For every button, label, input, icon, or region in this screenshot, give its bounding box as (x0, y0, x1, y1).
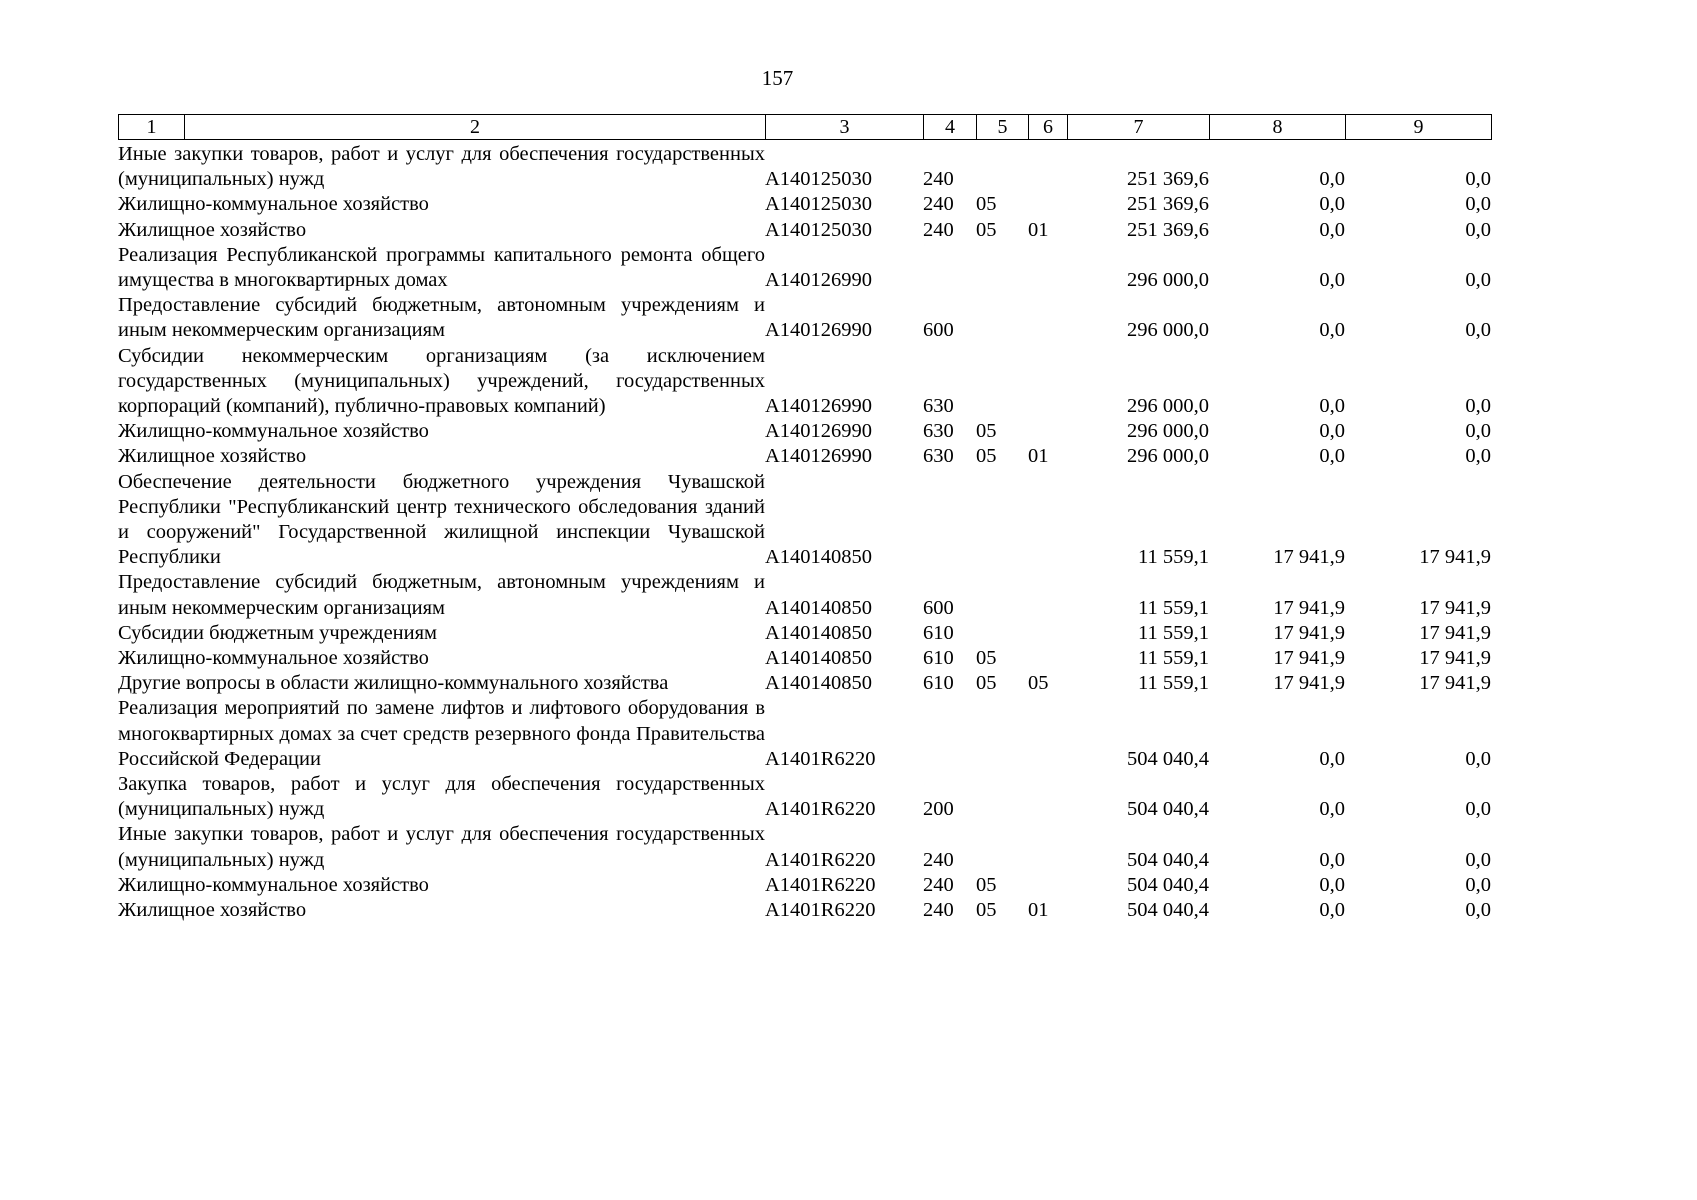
row-subsection: 01 (1028, 899, 1049, 922)
table-row (118, 671, 1491, 696)
row-name: Другие вопросы в области жилищно-коммунального хозяйства (118, 672, 669, 695)
row-amount-year-1: 11 559,1 (1138, 672, 1209, 695)
table-row (118, 444, 1491, 469)
row-amount-year-1: 504 040,4 (1127, 899, 1209, 922)
row-amount-year-1: 251 369,6 (1127, 193, 1209, 216)
row-subsection (1028, 470, 1067, 571)
row-section: 05 (976, 193, 997, 216)
column-header-7: 7 (1068, 115, 1210, 140)
row-section: 05 (976, 899, 997, 922)
row-expense-type: 240 (923, 218, 954, 241)
row-amount-year-2: 0,0 (1319, 899, 1345, 922)
row-name: Субсидии бюджетным учреждениям (118, 621, 438, 644)
row-target-code: А1401R6220 (765, 873, 876, 896)
row-amount-year-3: 17 941,9 (1419, 672, 1491, 695)
row-amount-year-2: 0,0 (1319, 848, 1345, 871)
row-section: 05 (976, 672, 997, 695)
row-amount-year-3: 0,0 (1465, 747, 1491, 770)
row-target-code: А1401R6220 (765, 798, 876, 821)
row-expense-type: 600 (923, 319, 954, 342)
row-subsection (1028, 696, 1067, 772)
row-amount-year-1: 11 559,1 (1138, 596, 1209, 619)
row-amount-year-1: 251 369,6 (1127, 218, 1209, 241)
row-amount-year-1: 504 040,4 (1127, 848, 1209, 871)
table-row (118, 142, 1491, 192)
row-subsection (1028, 621, 1067, 646)
row-amount-year-3: 0,0 (1465, 269, 1491, 292)
row-name: Обеспечение деятельности бюджетного учреждения Чувашской Республики "Республиканский центр технического обследования зданий и сооружений" Государственной жилищной инспекции Чувашской Республики (118, 470, 765, 569)
row-target-code: А140126990 (765, 445, 873, 468)
row-amount-year-3: 17 941,9 (1419, 596, 1491, 619)
row-name: Жилищное хозяйство (118, 899, 307, 922)
row-target-code: А140126990 (765, 319, 873, 342)
row-expense-type (923, 243, 976, 293)
row-expense-type: 200 (923, 798, 954, 821)
row-section (976, 621, 1028, 646)
row-subsection (1028, 344, 1067, 420)
column-header-9: 9 (1346, 115, 1492, 140)
row-target-code: А140125030 (765, 193, 873, 216)
row-subsection (1028, 243, 1067, 293)
row-target-code: А140140850 (765, 621, 873, 644)
row-amount-year-3: 17 941,9 (1419, 647, 1491, 670)
column-header-4: 4 (924, 115, 977, 140)
row-amount-year-2: 17 941,9 (1273, 647, 1345, 670)
row-amount-year-1: 296 000,0 (1127, 445, 1209, 468)
row-expense-type: 610 (923, 672, 954, 695)
row-subsection (1028, 419, 1067, 444)
row-name: Жилищно-коммунальное хозяйство (118, 420, 429, 443)
row-amount-year-3: 0,0 (1465, 445, 1491, 468)
column-header-8: 8 (1210, 115, 1346, 140)
row-name: Жилищно-коммунальное хозяйство (118, 647, 429, 670)
row-subsection (1028, 142, 1067, 192)
table-row (118, 696, 1491, 772)
row-amount-year-3: 0,0 (1465, 420, 1491, 443)
row-section: 05 (976, 218, 997, 241)
row-amount-year-1: 296 000,0 (1127, 395, 1209, 418)
row-amount-year-3: 0,0 (1465, 798, 1491, 821)
row-subsection (1028, 293, 1067, 343)
row-section: 05 (976, 445, 997, 468)
row-amount-year-2: 0,0 (1319, 168, 1345, 191)
row-amount-year-2: 0,0 (1319, 445, 1345, 468)
row-section (976, 344, 1028, 420)
row-amount-year-2: 0,0 (1319, 319, 1345, 342)
row-amount-year-3: 17 941,9 (1419, 621, 1491, 644)
row-expense-type: 630 (923, 395, 954, 418)
column-header-5: 5 (977, 115, 1029, 140)
row-amount-year-3: 0,0 (1465, 218, 1491, 241)
row-name: Иные закупки товаров, работ и услуг для обеспечения государственных (муниципальных) нужд (118, 143, 765, 191)
table-row (118, 419, 1491, 444)
row-expense-type: 240 (923, 899, 954, 922)
row-amount-year-2: 0,0 (1319, 873, 1345, 896)
page-number: 157 (761, 66, 794, 90)
row-amount-year-1: 504 040,4 (1127, 798, 1209, 821)
row-expense-type: 630 (923, 445, 954, 468)
row-subsection (1028, 192, 1067, 217)
row-amount-year-3: 0,0 (1465, 319, 1491, 342)
row-amount-year-3: 0,0 (1465, 899, 1491, 922)
column-header-2: 2 (185, 115, 766, 140)
row-amount-year-2: 17 941,9 (1273, 596, 1345, 619)
row-subsection (1028, 772, 1067, 822)
row-amount-year-2: 0,0 (1319, 269, 1345, 292)
row-section (976, 293, 1028, 343)
row-name: Субсидии некоммерческим организациям (за исключением государственных (муниципальных) учреждений, государственных корпораций (компаний), публично-правовых компаний) (118, 344, 765, 418)
row-target-code: А140140850 (765, 672, 873, 695)
row-amount-year-3: 0,0 (1465, 848, 1491, 871)
row-subsection (1028, 822, 1067, 872)
row-section (976, 243, 1028, 293)
row-amount-year-2: 17 941,9 (1273, 546, 1345, 569)
row-name: Закупка товаров, работ и услуг для обеспечения государственных (муниципальных) нужд (118, 773, 765, 821)
row-subsection (1028, 646, 1067, 671)
row-amount-year-3: 0,0 (1465, 168, 1491, 191)
row-amount-year-2: 0,0 (1319, 747, 1345, 770)
row-section (976, 142, 1028, 192)
row-amount-year-1: 296 000,0 (1127, 319, 1209, 342)
row-subsection: 01 (1028, 218, 1049, 241)
table-row (118, 822, 1491, 872)
row-name: Иные закупки товаров, работ и услуг для обеспечения государственных (муниципальных) нужд (118, 823, 765, 871)
row-target-code: А1401R6220 (765, 899, 876, 922)
row-subsection (1028, 570, 1067, 620)
row-amount-year-2: 0,0 (1319, 193, 1345, 216)
row-name: Предоставление субсидий бюджетным, автономным учреждениям и иным некоммерческим организациям (118, 571, 765, 619)
row-expense-type: 240 (923, 873, 954, 896)
row-section: 05 (976, 873, 997, 896)
row-section (976, 570, 1028, 620)
table-body (118, 142, 1491, 923)
row-expense-type: 600 (923, 596, 954, 619)
row-target-code: А140126990 (765, 420, 873, 443)
table-row (118, 898, 1491, 923)
table-row (118, 873, 1491, 898)
row-section (976, 772, 1028, 822)
row-name: Жилищное хозяйство (118, 445, 307, 468)
row-amount-year-1: 504 040,4 (1127, 873, 1209, 896)
row-amount-year-2: 0,0 (1319, 218, 1345, 241)
row-expense-type: 240 (923, 193, 954, 216)
row-section (976, 696, 1028, 772)
row-amount-year-1: 11 559,1 (1138, 647, 1209, 670)
table-row (118, 243, 1491, 293)
row-amount-year-2: 17 941,9 (1273, 672, 1345, 695)
row-name: Предоставление субсидий бюджетным, автономным учреждениям и иным некоммерческим организациям (118, 294, 765, 342)
row-expense-type: 610 (923, 647, 954, 670)
row-amount-year-3: 17 941,9 (1419, 546, 1491, 569)
column-header-6: 6 (1029, 115, 1068, 140)
column-header-row (118, 114, 1492, 140)
table-row (118, 344, 1491, 420)
row-amount-year-1: 11 559,1 (1138, 546, 1209, 569)
row-section: 05 (976, 647, 997, 670)
row-name: Реализация Республиканской программы капитального ремонта общего имущества в многоквартирных домах (118, 243, 765, 292)
row-name: Жилищное хозяйство (118, 218, 307, 241)
row-target-code: А1401R6220 (765, 848, 876, 871)
row-expense-type: 610 (923, 621, 954, 644)
row-expense-type (923, 696, 976, 772)
row-subsection (1028, 873, 1067, 898)
column-header-3: 3 (766, 115, 924, 140)
row-expense-type (923, 470, 976, 571)
row-section: 05 (976, 420, 997, 443)
row-amount-year-2: 17 941,9 (1273, 621, 1345, 644)
table-row (118, 621, 1491, 646)
table-row (118, 470, 1491, 571)
row-target-code: А140125030 (765, 168, 873, 191)
row-name: Реализация мероприятий по замене лифтов и лифтового оборудования в многоквартирных домах за счет средств резервного фонда Правительства Российской Федерации (118, 697, 765, 770)
row-target-code: А1401R6220 (765, 747, 876, 770)
row-amount-year-1: 251 369,6 (1127, 168, 1209, 191)
row-amount-year-3: 0,0 (1465, 395, 1491, 418)
row-target-code: А140140850 (765, 596, 873, 619)
row-expense-type: 240 (923, 848, 954, 871)
column-header-1: 1 (119, 115, 185, 140)
row-target-code: А140140850 (765, 647, 873, 670)
row-amount-year-1: 296 000,0 (1127, 269, 1209, 292)
budget-table (118, 142, 1491, 923)
row-name: Жилищно-коммунальное хозяйство (118, 193, 429, 216)
row-target-code: А140126990 (765, 395, 873, 418)
row-subsection: 01 (1028, 445, 1049, 468)
row-name: Жилищно-коммунальное хозяйство (118, 873, 429, 896)
row-amount-year-3: 0,0 (1465, 873, 1491, 896)
row-amount-year-1: 296 000,0 (1127, 420, 1209, 443)
table-row (118, 192, 1491, 217)
row-amount-year-3: 0,0 (1465, 193, 1491, 216)
row-section (976, 470, 1028, 571)
row-amount-year-2: 0,0 (1319, 420, 1345, 443)
row-amount-year-2: 0,0 (1319, 798, 1345, 821)
row-target-code: А140140850 (765, 546, 873, 569)
row-amount-year-1: 11 559,1 (1138, 621, 1209, 644)
table-row (118, 293, 1491, 343)
table-row (118, 646, 1491, 671)
table-row (118, 570, 1491, 620)
row-amount-year-2: 0,0 (1319, 395, 1345, 418)
row-amount-year-1: 504 040,4 (1127, 747, 1209, 770)
row-section (976, 822, 1028, 872)
row-expense-type: 630 (923, 420, 954, 443)
row-subsection: 05 (1028, 672, 1049, 695)
table-row (118, 772, 1491, 822)
row-target-code: А140126990 (765, 269, 873, 292)
row-expense-type: 240 (923, 168, 954, 191)
row-target-code: А140125030 (765, 218, 873, 241)
table-row (118, 218, 1491, 243)
